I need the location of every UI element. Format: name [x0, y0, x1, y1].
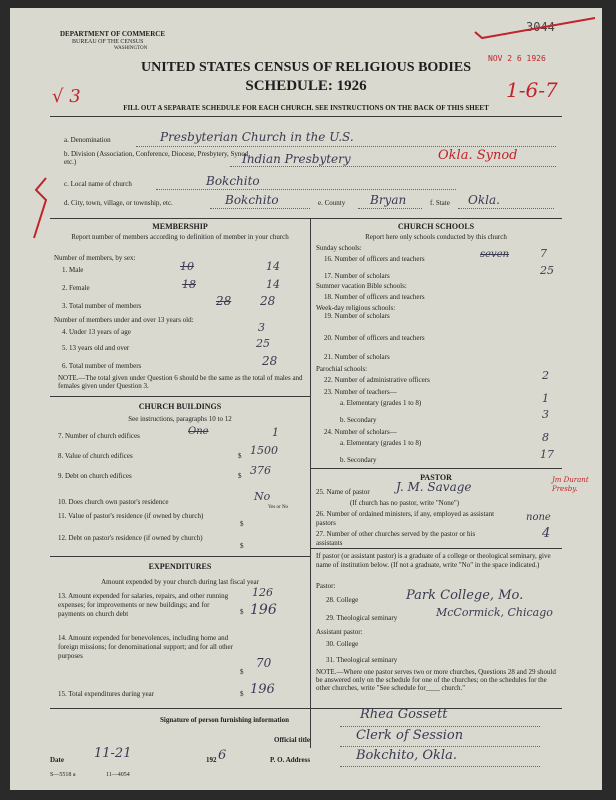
denomination-line — [136, 146, 556, 147]
schedule-title: SCHEDULE: 1926 — [245, 78, 367, 94]
q27-value: 4 — [542, 526, 551, 541]
q29-value: McCormick, Chicago — [436, 606, 553, 619]
membership-heading: MEMBERSHIP — [152, 222, 208, 231]
year-value: 6 — [218, 748, 227, 763]
schools-sub: Report here only schools conducted by this church — [365, 233, 507, 241]
q8-label: 8. Value of church edifices — [58, 452, 133, 460]
denomination-value: Presbyterian Church in the U.S. — [160, 130, 354, 144]
membership-rule — [50, 396, 310, 397]
q5-label: 5. 13 years old and over — [62, 344, 130, 352]
department-label: DEPARTMENT OF COMMERCE — [60, 30, 166, 38]
print-number: 11—4054 — [106, 772, 130, 778]
pastor-sub-label: Pastor: — [316, 582, 336, 590]
assistant-sub-label: Assistant pastor: — [316, 628, 363, 636]
q8-value: 1500 — [250, 444, 278, 457]
q23b-label: b. Secondary — [340, 416, 377, 424]
q11-dollar: $ — [240, 520, 244, 528]
q16-struck: seven — [480, 249, 510, 260]
q23a-label: a. Elementary (grades 1 to 8) — [340, 399, 422, 407]
q30-label: 30. College — [326, 640, 359, 648]
schools-heading: CHURCH SCHOOLS — [397, 222, 475, 231]
q7-value: 1 — [272, 426, 279, 439]
po-line — [340, 766, 540, 767]
q1-struck: 10 — [180, 260, 194, 273]
q7-label: 7. Number of church edifices — [58, 432, 140, 440]
membership-sub: Report number of members according to definition of member in your church — [71, 233, 289, 241]
q24a-value: 8 — [542, 431, 549, 444]
q10-hint: Yes or No — [268, 505, 289, 510]
membership-note: NOTE.—The total given under Question 6 should be the same as the total of males and females given under Question 3. — [58, 374, 303, 390]
po-address-value: Bokchito, Okla. — [356, 748, 457, 763]
section-rule — [50, 218, 562, 219]
q1-value: 14 — [266, 260, 280, 273]
schools-rule — [310, 468, 562, 469]
serial-number: 3044 — [526, 20, 555, 34]
local-name-line — [156, 189, 456, 190]
weekday-label: Week-day religious schools: — [316, 304, 396, 312]
q21-label: 21. Number of scholars — [324, 353, 390, 361]
q12-label: 12. Debt on pastor's residence (if owned by church) — [58, 534, 203, 542]
q6-value: 28 — [262, 354, 278, 368]
form-title: UNITED STATES CENSUS OF RELIGIOUS BODIES — [140, 60, 471, 75]
q17-label: 17. Number of scholars — [324, 272, 390, 280]
official-title-value: Clerk of Session — [356, 728, 464, 743]
q2-struck: 18 — [182, 278, 196, 291]
sunday-label: Sunday schools: — [316, 244, 362, 252]
form-number: S—5518 a — [50, 772, 76, 778]
q13-running-total: 196 — [250, 602, 277, 618]
q2-value: 14 — [266, 278, 280, 291]
by-age-label: Number of members under and over 13 years old: — [54, 316, 194, 324]
q26-label: 26. Number of ordained ministers, if any, employed as assistant pastors — [316, 510, 495, 527]
signature-label: Signature of person furnishing information — [160, 716, 289, 724]
header-rule — [50, 116, 562, 117]
q7-struck: One — [188, 426, 209, 437]
q25-red-note: Jm Durant Presby. — [552, 476, 589, 493]
county-value: Bryan — [370, 193, 407, 207]
graduate-note: If pastor (or assistant pastor) is a graduate of a college or theological seminary, give name of institution below. (If not a graduate, write "No" in the space indicated.) — [316, 552, 551, 569]
state-value: Okla. — [468, 193, 500, 207]
city-label: WASHINGTON — [114, 46, 148, 51]
state-label: f. State — [430, 199, 450, 207]
q24-label: 24. Number of scholars— — [324, 428, 397, 436]
q5-value: 25 — [256, 337, 270, 350]
po-address-label: P. O. Address — [270, 756, 311, 764]
q12-dollar: $ — [240, 542, 244, 550]
q14-dollar: $ — [240, 668, 244, 676]
q13-value: 126 — [252, 586, 273, 599]
q4-value: 3 — [258, 321, 265, 334]
county-line — [358, 208, 422, 209]
by-sex-label: Number of members, by sex: — [54, 254, 136, 262]
q27-label: 27. Number of other churches served by the pastor or his assistants — [316, 530, 476, 547]
q26-value: none — [526, 512, 551, 523]
q14-label: 14. Amount expended for benevolences, including home and foreign missions; for denominational support; and for all other purposes — [58, 634, 233, 660]
q28-label: 28. College — [326, 596, 359, 604]
date-label: Date — [50, 756, 64, 764]
official-title-label: Official title — [274, 736, 310, 744]
instruction-line: FILL OUT A SEPARATE SCHEDULE FOR EACH CHURCH. SEE INSTRUCTIONS ON THE BACK OF THIS SHEET — [123, 104, 489, 112]
column-divider — [310, 218, 311, 748]
pastor-note: NOTE.—Where one pastor serves two or more churches, Questions 28 and 29 should be answered only on the schedule for one of the churches; on the schedules for the other churches, write "See schedule for____ church." — [316, 668, 556, 692]
q22-value: 2 — [542, 369, 549, 382]
buildings-rule — [50, 556, 310, 557]
red-tally-mark: √ 3 — [52, 86, 81, 107]
q25-value: J. M. Savage — [396, 480, 472, 494]
summer-label: Summer vacation Bible schools: — [316, 282, 407, 290]
local-name-value: Bokchito — [206, 174, 260, 188]
received-stamp: NOV 2 6 1926 — [488, 54, 546, 63]
q14-value: 70 — [256, 656, 272, 670]
q9-value: 376 — [250, 464, 271, 477]
pastor-rule — [310, 548, 562, 549]
county-label: e. County — [318, 199, 346, 207]
q15-dollar: $ — [240, 690, 244, 698]
expenditures-sub: Amount expended by your church during last fiscal year — [101, 578, 259, 586]
census-schedule-sheet — [10, 8, 602, 790]
q6-label: 6. Total number of members — [62, 362, 142, 370]
state-line — [458, 208, 554, 209]
q3-value: 28 — [260, 294, 276, 308]
q17-value: 25 — [540, 264, 554, 277]
division-value: Indian Presbytery — [242, 152, 351, 166]
q16-value: 7 — [540, 247, 547, 260]
division-red-note: Okla. Synod — [438, 148, 518, 163]
footer-rule — [50, 708, 562, 709]
red-bracket-mark — [24, 176, 64, 246]
year-prefix: 192 — [206, 756, 217, 764]
q22-label: 22. Number of administrative officers — [324, 376, 430, 384]
q3-label: 3. Total number of members — [62, 302, 142, 310]
red-check-stroke — [470, 10, 600, 40]
q31-label: 31. Theological seminary — [326, 656, 398, 664]
q15-label: 15. Total expenditures during year — [58, 690, 154, 698]
q18-label: 18. Number of officers and teachers — [324, 293, 425, 301]
q9-label: 9. Debt on church edifices — [58, 472, 132, 480]
q23a-value: 1 — [542, 392, 549, 405]
q2-label: 2. Female — [62, 284, 90, 292]
q15-value: 196 — [250, 682, 275, 697]
city-town-value: Bokchito — [225, 193, 279, 207]
q1-label: 1. Male — [62, 266, 84, 274]
pastor-heading: PASTOR — [420, 473, 452, 482]
signature-value: Rhea Gossett — [360, 707, 448, 722]
q16-label: 16. Number of officers and teachers — [324, 255, 425, 263]
division-label: b. Division (Association, Conference, Diocese, Presbytery, Synod, etc.) — [64, 150, 251, 166]
q25-label: 25. Name of pastor — [316, 488, 370, 496]
q23-label: 23. Number of teachers— — [324, 388, 397, 396]
q13-label: 13. Amount expended for salaries, repairs, and other running expenses; for improvements or new buildings; and for payments on church debt — [58, 592, 229, 618]
q13-dollar: $ — [240, 608, 244, 616]
q28-value: Park College, Mo. — [406, 588, 524, 603]
signature-line — [340, 726, 540, 727]
q29-label: 29. Theological seminary — [326, 614, 398, 622]
q9-dollar: $ — [238, 472, 242, 480]
buildings-heading: CHURCH BUILDINGS — [138, 402, 222, 411]
parochial-label: Parochial schools: — [316, 365, 368, 373]
bureau-label: BUREAU OF THE CENSUS — [72, 39, 144, 45]
division-line — [230, 166, 556, 167]
expenditures-heading: EXPENDITURES — [148, 562, 212, 571]
local-name-label: c. Local name of church — [64, 180, 132, 188]
red-code-mark: 1-6-7 — [506, 78, 558, 102]
denomination-label: a. Denomination — [64, 136, 111, 144]
title-line — [340, 746, 540, 747]
q24b-value: 17 — [540, 448, 554, 461]
q19-label: 19. Number of scholars — [324, 312, 390, 320]
buildings-sub: See instructions, paragraphs 10 to 12 — [128, 415, 232, 423]
q10-value: No — [254, 490, 271, 503]
date-value: 11-21 — [94, 746, 132, 761]
q10-label: 10. Does church own pastor's residence — [58, 498, 169, 506]
q3-struck: 28 — [216, 294, 232, 308]
q8-dollar: $ — [238, 452, 242, 460]
q24b-label: b. Secondary — [340, 456, 377, 464]
q11-label: 11. Value of pastor's residence (if owned by church) — [58, 512, 204, 520]
q20-label: 20. Number of officers and teachers — [324, 334, 425, 342]
q24a-label: a. Elementary (grades 1 to 8) — [340, 439, 422, 447]
q23b-value: 3 — [542, 408, 549, 421]
q4-label: 4. Under 13 years of age — [62, 328, 131, 336]
city-town-label: d. City, town, village, or township, etc. — [64, 199, 173, 207]
q25-hint: (If church has no pastor, write "None") — [350, 499, 460, 507]
city-line — [210, 208, 310, 209]
